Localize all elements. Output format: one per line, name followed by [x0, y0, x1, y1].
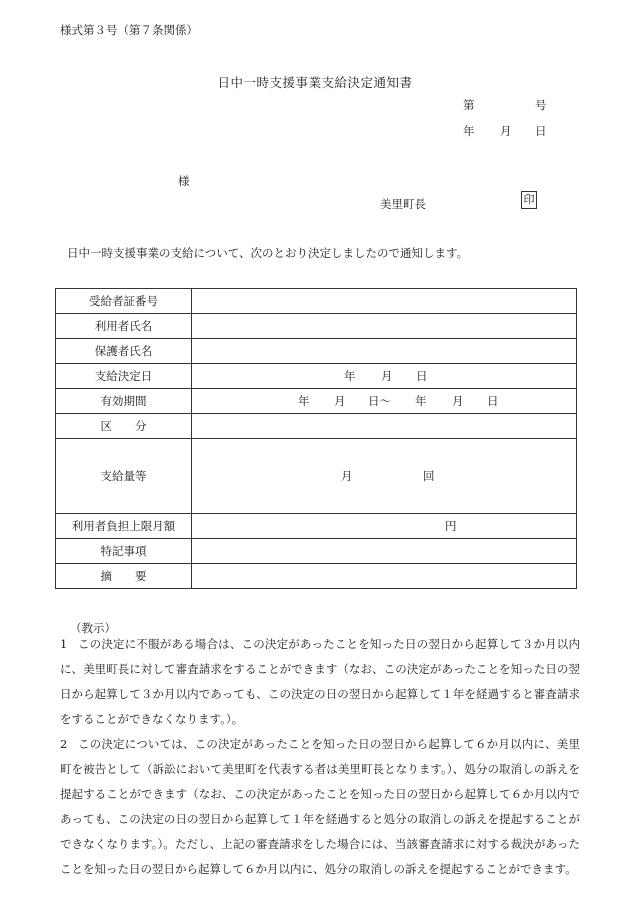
category-field[interactable] [192, 414, 577, 439]
number-prefix: 第 [463, 98, 475, 112]
row-label: 利用者負担上限月額 [56, 514, 192, 539]
row-label: 保護者氏名 [56, 339, 192, 364]
monthly-cap-field[interactable] [192, 514, 577, 539]
row-label: 特記事項 [56, 539, 192, 564]
row-label: 区 分 [56, 414, 192, 439]
instruction-item [60, 732, 580, 882]
table-row [56, 389, 577, 414]
unit-month: 月 [452, 394, 464, 408]
row-label: 利用者氏名 [56, 314, 192, 339]
date-month: 月 [500, 124, 512, 138]
seal-stamp: 印 [521, 191, 537, 209]
unit-month: 月 [341, 469, 353, 483]
instruction-number: 2 [60, 737, 68, 751]
validity-period-field[interactable] [192, 389, 577, 414]
unit-day: 日 [487, 394, 499, 408]
remarks-field[interactable] [192, 564, 577, 589]
table-row [56, 439, 577, 514]
unit-month: 月 [381, 369, 393, 383]
row-label: 有効期間 [56, 389, 192, 414]
instruction-number: 1 [60, 637, 68, 651]
row-label: 支給決定日 [56, 364, 192, 389]
table-row [56, 539, 577, 564]
unit-yen: 円 [445, 519, 457, 533]
guardian-name-field[interactable] [192, 339, 577, 364]
table-row [56, 514, 577, 539]
table-row [56, 314, 577, 339]
user-name-field[interactable] [192, 314, 577, 339]
row-label: 支給量等 [56, 439, 192, 514]
table-row [56, 564, 577, 589]
special-notes-field[interactable] [192, 539, 577, 564]
recipient-honorific: 様 [178, 174, 190, 188]
unit-year: 年 [415, 394, 427, 408]
decision-table [55, 288, 577, 589]
unit-day: 日 [416, 369, 428, 383]
table-row [56, 339, 577, 364]
instruction-heading: （教示） [70, 621, 116, 635]
document-title: 日中一時支援事業支給決定通知書 [217, 75, 413, 90]
recipient-number-field[interactable] [192, 289, 577, 314]
form-number: 様式第３号（第７条関係） [60, 23, 198, 37]
instruction-item [60, 632, 580, 732]
unit-times: 回 [423, 469, 435, 483]
table-row [56, 414, 577, 439]
instruction-text: この決定については、この決定があったことを知った日の翌日から起算して６か月以内に、美里町を被告として（訴訟において美里町を代表する者は美里町長となります。）、処分の取消しの訴えを提起することができます（なお、この決定があったことを知った日の翌日から起算して６か月以内であっても、この決定の日の翌日から起算して１年を経過すると処分の取消しの訴えを提起することができなくなります。）。ただし、上記の審査請求をした場合には、当該審査請求に対する裁決があったことを知った日の翌日から起算して６か月以内に、処分の取消しの訴えを提起することができます。 [60, 737, 580, 876]
unit-year: 年 [344, 369, 356, 383]
unit-month: 月 [334, 394, 346, 408]
date-year: 年 [463, 124, 475, 138]
row-label: 受給者証番号 [56, 289, 192, 314]
instruction-text: この決定に不服がある場合は、この決定があったことを知った日の翌日から起算して３か月以内に、美里町長に対して審査請求をすることができます（なお、この決定があったことを知った日の翌日から起算して３か月以内であっても、この決定の日の翌日から起算して１年を経過すると審査請求をすることができなくなります。）。 [60, 637, 580, 726]
number-suffix: 号 [535, 98, 547, 112]
decision-date-field[interactable] [192, 364, 577, 389]
intro-sentence: 日中一時支援事業の支給について、次のとおり決定しましたので通知します。 [67, 246, 469, 260]
table-row [56, 289, 577, 314]
supply-amount-field[interactable] [192, 439, 577, 514]
row-label: 摘 要 [56, 564, 192, 589]
table-row [56, 364, 577, 389]
unit-day-range: 日〜 [368, 394, 391, 408]
unit-year: 年 [298, 394, 310, 408]
date-day: 日 [535, 124, 547, 138]
issuer-name: 美里町長 [380, 197, 426, 211]
